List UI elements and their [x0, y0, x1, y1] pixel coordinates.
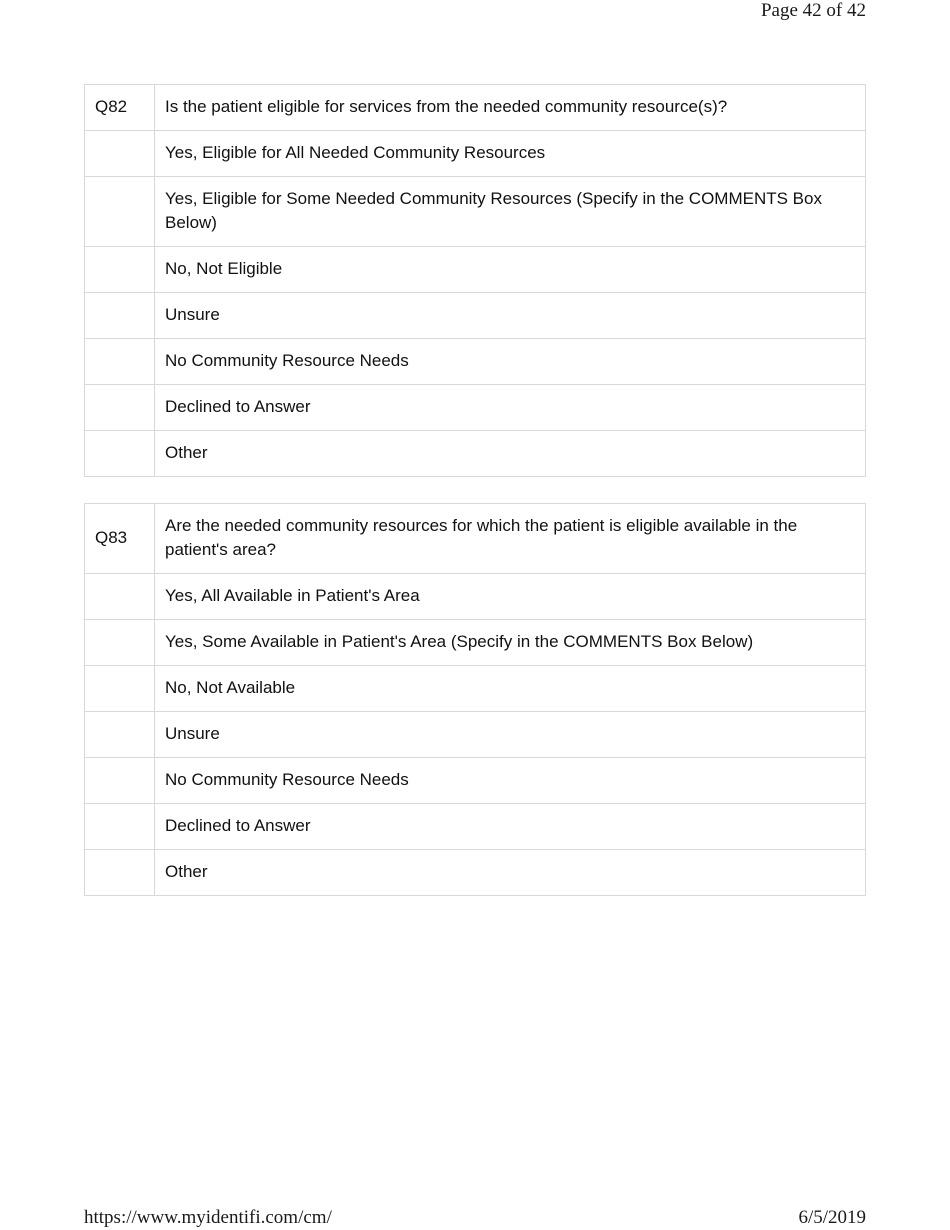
option-marker-cell[interactable]: [85, 177, 155, 247]
option-row[interactable]: [85, 574, 866, 620]
question-number: Q82: [85, 85, 155, 131]
question-text: Is the patient eligible for services from the needed community resource(s)?: [155, 85, 866, 131]
option-label: Yes, Some Available in Patient's Area (Specify in the COMMENTS Box Below): [155, 620, 866, 666]
option-label: Yes, All Available in Patient's Area: [155, 574, 866, 620]
option-label: Declined to Answer: [155, 385, 866, 431]
option-label: Declined to Answer: [155, 804, 866, 850]
option-marker-cell[interactable]: [85, 247, 155, 293]
option-row[interactable]: [85, 339, 866, 385]
option-marker-cell[interactable]: [85, 666, 155, 712]
option-marker-cell[interactable]: [85, 804, 155, 850]
option-marker-cell[interactable]: [85, 339, 155, 385]
option-row[interactable]: [85, 293, 866, 339]
option-marker-cell[interactable]: [85, 758, 155, 804]
option-label: Yes, Eligible for Some Needed Community Resources (Specify in the COMMENTS Box Below): [155, 177, 866, 247]
option-label: Unsure: [155, 712, 866, 758]
option-row[interactable]: [85, 804, 866, 850]
footer-date: 6/5/2019: [798, 1207, 866, 1228]
option-label: Other: [155, 850, 866, 896]
option-marker-cell[interactable]: [85, 712, 155, 758]
option-row[interactable]: [85, 385, 866, 431]
option-marker-cell[interactable]: [85, 385, 155, 431]
footer-url: https://www.myidentifi.com/cm/: [84, 1207, 332, 1228]
option-row[interactable]: [85, 177, 866, 247]
question-row: [85, 504, 866, 574]
option-label: No, Not Eligible: [155, 247, 866, 293]
option-row[interactable]: [85, 850, 866, 896]
option-marker-cell[interactable]: [85, 431, 155, 477]
option-marker-cell[interactable]: [85, 574, 155, 620]
option-label: Other: [155, 431, 866, 477]
option-row[interactable]: [85, 620, 866, 666]
page-number: Page 42 of 42: [760, 0, 866, 21]
question-text: Are the needed community resources for which the patient is eligible available in the patient's area?: [155, 504, 866, 574]
option-label: No Community Resource Needs: [155, 339, 866, 385]
question-number: Q83: [85, 504, 155, 574]
option-row[interactable]: [85, 712, 866, 758]
option-row[interactable]: [85, 247, 866, 293]
option-row[interactable]: [85, 758, 866, 804]
option-marker-cell[interactable]: [85, 620, 155, 666]
option-marker-cell[interactable]: [85, 850, 155, 896]
option-label: Yes, Eligible for All Needed Community Resources: [155, 131, 866, 177]
question-table-q83: [84, 503, 866, 896]
option-row[interactable]: [85, 666, 866, 712]
option-label: Unsure: [155, 293, 866, 339]
question-table-q82: [84, 84, 866, 477]
option-marker-cell[interactable]: [85, 131, 155, 177]
option-marker-cell[interactable]: [85, 293, 155, 339]
option-row[interactable]: [85, 431, 866, 477]
option-row[interactable]: [85, 131, 866, 177]
option-label: No Community Resource Needs: [155, 758, 866, 804]
question-row: [85, 85, 866, 131]
option-label: No, Not Available: [155, 666, 866, 712]
